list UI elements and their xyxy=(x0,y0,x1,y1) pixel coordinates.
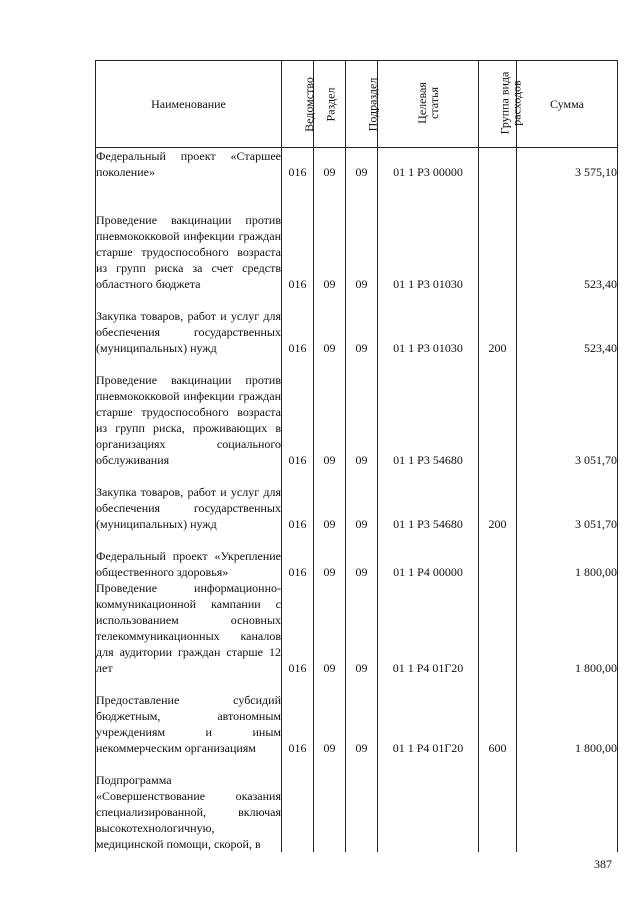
row-section: 09 xyxy=(314,180,346,292)
row-name xyxy=(96,756,282,852)
row-dept: 016 xyxy=(282,148,314,181)
row-sum xyxy=(517,756,618,852)
row-dept xyxy=(282,756,314,852)
row-dept: 016 xyxy=(282,468,314,532)
row-subsection: 09 xyxy=(346,292,378,356)
table-row xyxy=(96,356,618,468)
row-group xyxy=(479,532,517,580)
header-group xyxy=(479,61,524,148)
row-sum: 1 800,00 xyxy=(517,532,618,580)
row-subsection xyxy=(346,756,378,852)
row-target: 01 1 P3 54680 xyxy=(378,356,479,468)
row-name xyxy=(96,356,282,468)
table-row xyxy=(96,148,618,181)
row-dept: 016 xyxy=(282,676,314,756)
row-target: 01 1 P4 00000 xyxy=(378,532,479,580)
header-subsection: Подраздел xyxy=(346,61,378,148)
row-group: 200 xyxy=(479,292,517,356)
row-name-text: Проведение вакцинации против пневмококковой инфекции граждан старше трудоспособного возраста из групп риска, проживающих в организациях социального обслуживания xyxy=(96,373,281,467)
row-name-text: Проведение вакцинации против пневмококковой инфекции граждан старше трудоспособного возраста из групп риска за счет средств областного бюджета xyxy=(96,213,281,291)
row-dept: 016 xyxy=(282,292,314,356)
row-dept: 016 xyxy=(282,580,314,676)
row-name xyxy=(96,292,282,356)
row-sum: 3 575,10 xyxy=(517,148,618,181)
row-name xyxy=(96,148,282,181)
row-section: 09 xyxy=(314,148,346,181)
row-name-text: Закупка товаров, работ и услуг для обеспечения государственных (муниципальных) нужд xyxy=(96,309,281,355)
table-row xyxy=(96,292,618,356)
header-sum: Сумма xyxy=(517,61,618,148)
row-name xyxy=(96,676,282,756)
table-body xyxy=(96,148,618,853)
row-group: 600 xyxy=(479,676,517,756)
row-target: 01 1 P3 54680 xyxy=(378,468,479,532)
row-dept: 016 xyxy=(282,356,314,468)
row-section xyxy=(314,756,346,852)
row-sum: 1 800,00 xyxy=(517,580,618,676)
header-dept: Ведомство xyxy=(282,61,314,148)
row-target: 01 1 P3 01030 xyxy=(378,292,479,356)
row-target: 01 1 P3 00000 xyxy=(378,148,479,181)
row-group xyxy=(479,756,517,852)
header-group-line1: Группа вида xyxy=(497,71,512,135)
row-subsection: 09 xyxy=(346,148,378,181)
row-dept: 016 xyxy=(282,180,314,292)
table-row xyxy=(96,676,618,756)
row-subsection: 09 xyxy=(346,676,378,756)
row-name-text: Подпрограмма «Совершенствование оказания специализированной, включая высокотехнологичную, медицинской помощи, скорой, в xyxy=(96,773,281,851)
row-group xyxy=(479,356,517,468)
row-section: 09 xyxy=(314,580,346,676)
row-group xyxy=(479,180,517,292)
row-group: 200 xyxy=(479,468,517,532)
row-name-text: Проведение информационно-коммуникационной кампании с использованием основных телекоммуникационных каналов для аудитории граждан старше 12 лет xyxy=(96,581,281,675)
row-name xyxy=(96,580,282,676)
table-header-row xyxy=(96,61,618,148)
header-target-line1: Целевая xyxy=(414,82,429,124)
header-section: Раздел xyxy=(314,61,346,148)
row-name xyxy=(96,180,282,292)
table-row xyxy=(96,180,618,292)
row-name-text: Федеральный проект «Укрепление общественного здоровья» xyxy=(96,549,281,579)
row-section: 09 xyxy=(314,468,346,532)
row-section: 09 xyxy=(314,356,346,468)
row-name-text: Федеральный проект «Старшее поколение» xyxy=(96,149,281,179)
row-group xyxy=(479,580,517,676)
row-sum: 3 051,70 xyxy=(517,468,618,532)
row-section: 09 xyxy=(314,292,346,356)
row-subsection: 09 xyxy=(346,580,378,676)
row-sum: 523,40 xyxy=(517,292,618,356)
row-subsection: 09 xyxy=(346,356,378,468)
row-subsection: 09 xyxy=(346,468,378,532)
budget-table xyxy=(95,60,618,852)
row-target: 01 1 P4 01Г20 xyxy=(378,676,479,756)
table-row xyxy=(96,756,618,852)
row-sum: 523,40 xyxy=(517,180,618,292)
row-name xyxy=(96,468,282,532)
row-name-text: Предоставление субсидий бюджетным, автономным учреждениям и иным некоммерческим организациям xyxy=(96,693,281,755)
row-target: 01 1 P3 01030 xyxy=(378,180,479,292)
row-dept: 016 xyxy=(282,532,314,580)
row-subsection: 09 xyxy=(346,532,378,580)
row-name xyxy=(96,532,282,580)
row-sum: 1 800,00 xyxy=(517,676,618,756)
table-row xyxy=(96,532,618,580)
row-group xyxy=(479,148,517,181)
header-target-line2: статья xyxy=(426,87,441,119)
header-group-line2: расходов xyxy=(509,80,524,126)
row-target xyxy=(378,756,479,852)
table-row xyxy=(96,468,618,532)
row-subsection: 09 xyxy=(346,180,378,292)
page-number: 387 xyxy=(594,857,612,871)
header-name: Наименование xyxy=(96,61,282,148)
row-section: 09 xyxy=(314,676,346,756)
row-section: 09 xyxy=(314,532,346,580)
header-target xyxy=(378,61,479,148)
row-name-text: Закупка товаров, работ и услуг для обеспечения государственных (муниципальных) нужд xyxy=(96,485,281,531)
table-row xyxy=(96,580,618,676)
row-sum: 3 051,70 xyxy=(517,356,618,468)
row-target: 01 1 P4 01Г20 xyxy=(378,580,479,676)
